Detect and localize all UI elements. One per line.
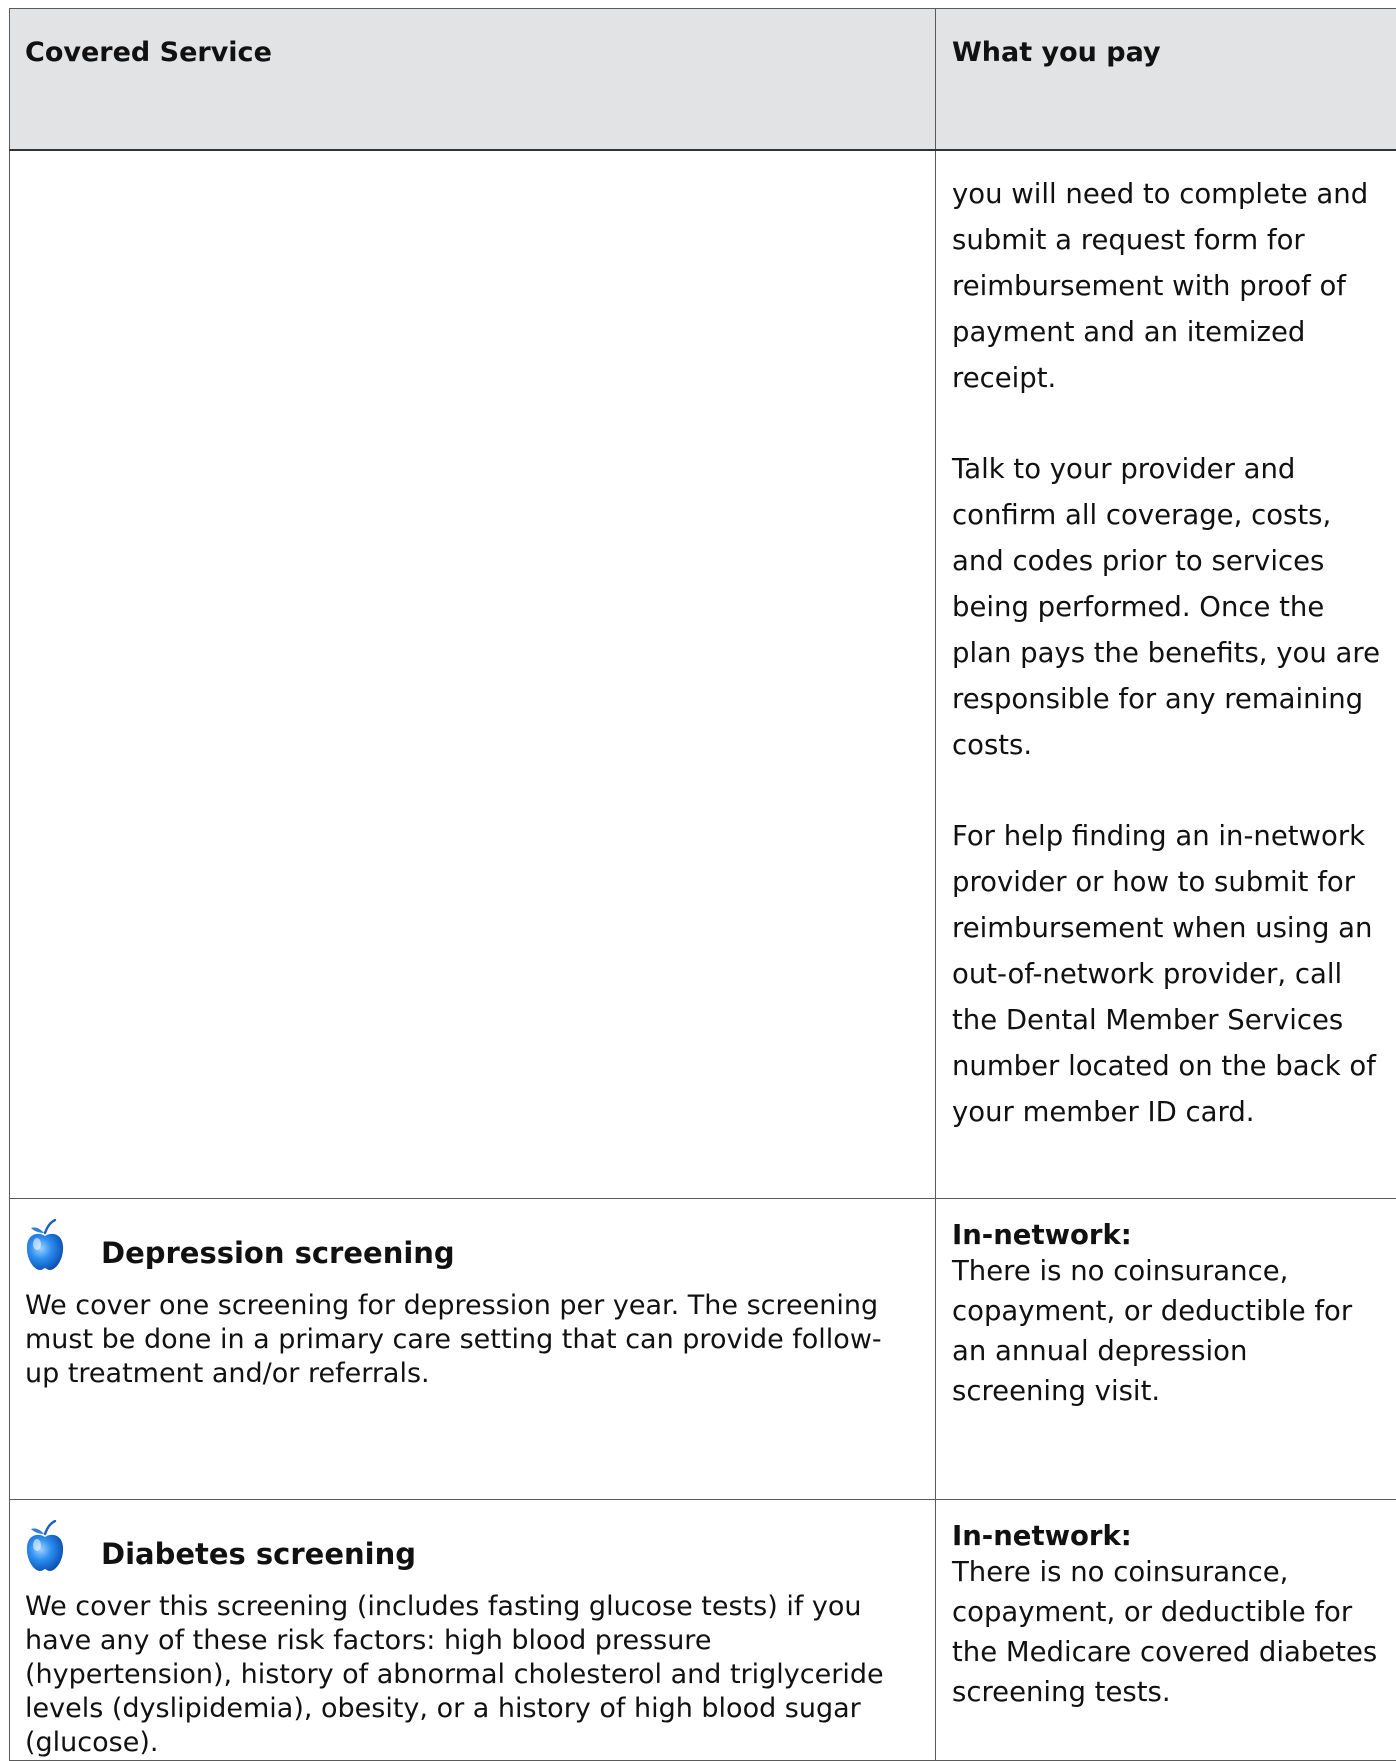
pay-cell: [936, 1500, 1396, 1761]
what-you-pay-header: [936, 9, 1396, 151]
table-row-diabetes-screening: [10, 1500, 1396, 1761]
service-title: Diabetes screening: [101, 1538, 416, 1572]
table-header-row: [10, 9, 1396, 151]
service-cell-empty: [10, 150, 936, 1199]
pay-cell-continued: [936, 150, 1396, 1199]
apple-icon: [25, 1520, 65, 1572]
table-row-depression-screening: [10, 1199, 1396, 1500]
pay-label: In-network:: [952, 1219, 1388, 1251]
covered-service-header-label: Covered Service: [10, 9, 935, 68]
service-cell: [10, 1500, 936, 1761]
pay-cell: [936, 1199, 1396, 1500]
service-cell: [10, 1199, 936, 1500]
table-row: [10, 150, 1396, 1199]
service-title: Depression screening: [101, 1237, 455, 1271]
pay-paragraph: Talk to your provider and confirm all coverage, costs, and codes prior to services being performed. Once the plan pays the benefits, you are responsible for any remaining costs.: [952, 446, 1388, 768]
benefits-table: [9, 8, 1396, 1761]
what-you-pay-header-label: What you pay: [936, 9, 1396, 68]
service-description: We cover one screening for depression per year. The screening must be done in a primary care setting that can provide follow-up treatment and/or referrals.: [25, 1289, 925, 1391]
pay-label: In-network:: [952, 1520, 1388, 1552]
pay-text: There is no coinsurance, copayment, or deductible for the Medicare covered diabetes screening tests.: [952, 1552, 1388, 1712]
apple-icon: [25, 1219, 65, 1271]
pay-text: There is no coinsurance, copayment, or deductible for an annual depression screening visit.: [952, 1251, 1388, 1411]
service-description: We cover this screening (includes fasting glucose tests) if you have any of these risk factors: high blood pressure (hypertension), history of abnormal cholesterol and triglyceride levels (dyslipidemia), obesity, or a history of high blood sugar (glucose).: [25, 1590, 925, 1760]
pay-paragraph: For help finding an in-network provider or how to submit for reimbursement when using an out-of-network provider, call the Dental Member Services number located on the back of your member ID card.: [952, 813, 1388, 1135]
covered-service-header: [10, 9, 936, 151]
pay-paragraph: you will need to complete and submit a request form for reimbursement with proof of payment and an itemized receipt.: [952, 171, 1388, 401]
